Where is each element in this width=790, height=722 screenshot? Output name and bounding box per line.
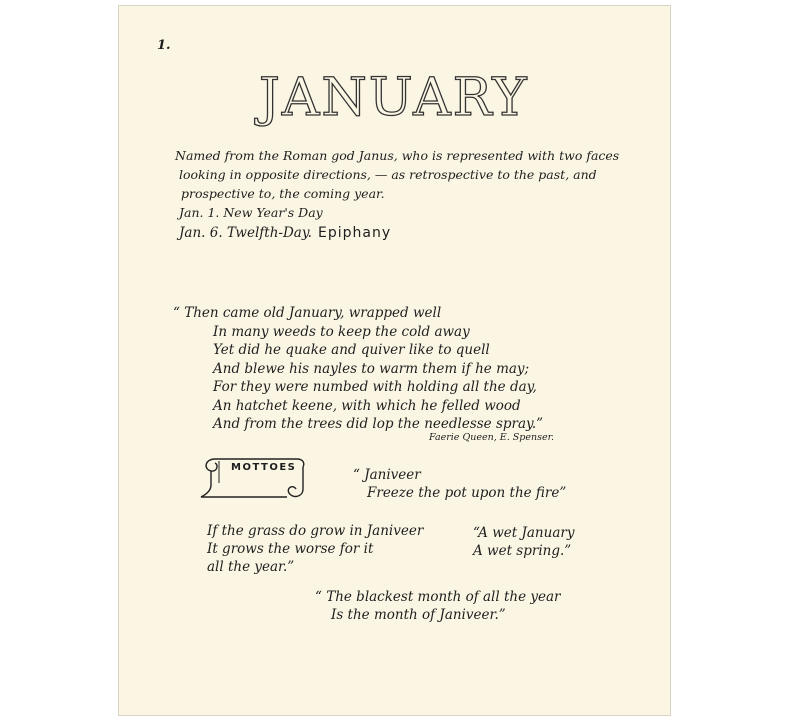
motto-line: all the year.” <box>207 559 295 575</box>
poem-line: In many weeds to keep the cold away <box>213 323 470 340</box>
holiday-twelfth-day-date: Jan. 6. Twelfth-Day. <box>179 225 312 241</box>
holiday-twelfth-day <box>179 223 391 243</box>
poem-line: And from the trees did lop the needlesse spray.” <box>213 416 544 432</box>
intro-line-3: prospective to, the coming year. <box>181 186 385 201</box>
calendar-page <box>118 5 671 716</box>
spenser-poem <box>173 304 543 434</box>
motto-line: Is the month of Janiveer.” <box>331 607 506 623</box>
poem-line: For they were numbed with holding all the day, <box>213 379 537 395</box>
poem-line: “ Then came old January, wrapped well <box>173 305 442 321</box>
motto-line: “ Janiveer <box>353 467 421 483</box>
holiday-new-years-day: Jan. 1. New Year's Day <box>179 205 323 220</box>
motto-freeze-the-pot <box>353 466 566 502</box>
motto-line: Freeze the pot upon the fire” <box>367 485 567 501</box>
poem-line: And blewe his nayles to warm them if he may; <box>213 360 530 377</box>
holiday-epiphany: Epiphany <box>317 225 392 241</box>
poem-line: Yet did he quake and quiver like to quell <box>213 342 490 358</box>
page-number: 1. <box>157 38 171 53</box>
motto-line: If the grass do grow in Janiveer <box>207 523 424 539</box>
intro-line-1: Named from the Roman god Janus, who is represented with two faces <box>175 148 620 163</box>
intro-line-2: looking in opposite directions, — as retrospective to the past, and <box>179 167 597 182</box>
motto-line: “ The blackest month of all the year <box>315 589 561 605</box>
mottoes-scroll-banner <box>197 453 317 509</box>
poem-attribution: Faerie Queen, E. Spenser. <box>429 432 555 443</box>
motto-grass-grow <box>207 522 423 576</box>
motto-line: “A wet January <box>473 525 575 541</box>
motto-wet-january <box>473 524 574 560</box>
poem-line: An hatchet keene, with which he felled wood <box>213 397 521 414</box>
mottoes-label: MOTTOES <box>231 462 297 473</box>
intro-paragraph <box>175 146 619 203</box>
page-title: JANUARY <box>259 68 529 128</box>
holiday-list <box>179 203 391 243</box>
motto-blackest-month <box>315 588 561 624</box>
motto-line: It grows the worse for it <box>207 541 374 557</box>
motto-line: A wet spring.” <box>473 543 572 559</box>
